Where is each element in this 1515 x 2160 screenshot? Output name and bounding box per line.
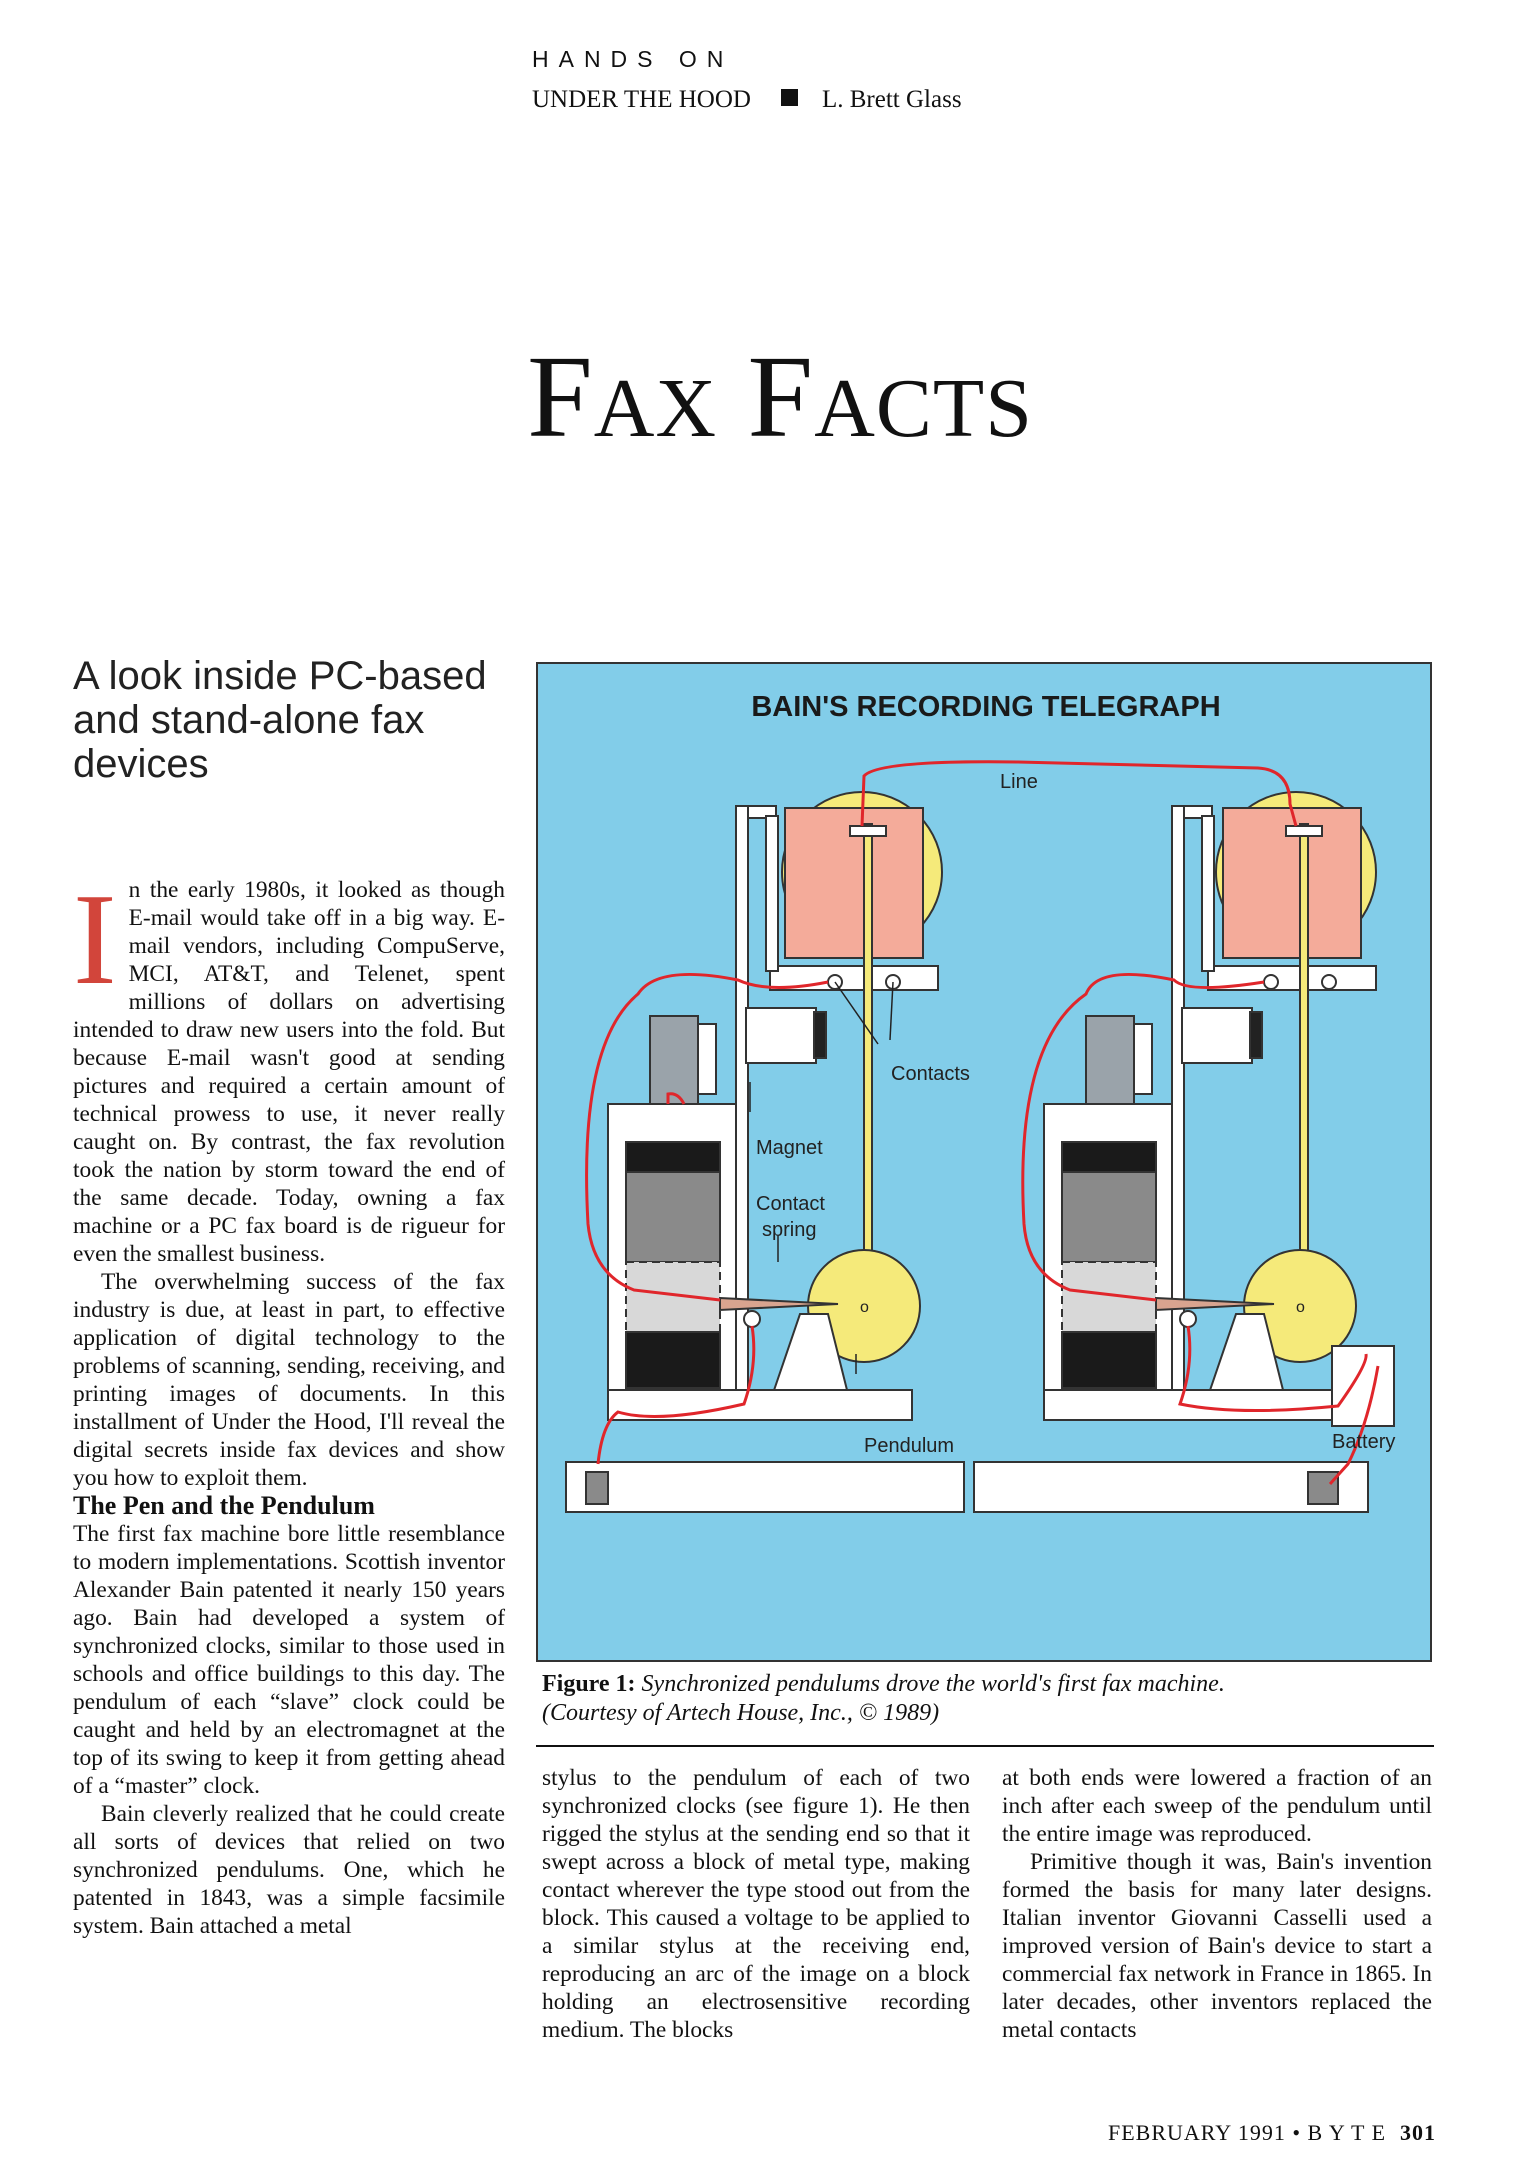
label-line: Line (1000, 771, 1038, 793)
figure-1 (536, 662, 1432, 1662)
label-contacts: Contacts (891, 1063, 970, 1085)
subhead: The Pen and the Pendulum (73, 1491, 375, 1520)
section-kicker: HANDS ON (532, 46, 734, 72)
article-deck: A look inside PC-based and stand-alone fax devices (73, 654, 487, 786)
battery (1332, 1346, 1394, 1426)
electromagnet (746, 1008, 816, 1063)
body-column-middle (542, 1764, 970, 2044)
body-paragraph: The first fax machine bore little resemblance to modern implementations. Scottish inventor Alexander Bain patented it nearly 150 years ago. Bain had developed a system of synchronized clocks, similar to those used in schools and office buildings to this day. The pendulum of each “slave” clock could be caught and held by an electromagnet at the top of its swing to keep it from getting ahead of a “master” clock. (73, 1521, 505, 1799)
drop-cap: I (73, 867, 117, 1012)
ground-terminal (586, 1472, 608, 1504)
label-pendulum: Pendulum (864, 1435, 955, 1457)
type-block (626, 1172, 720, 1262)
intro-paragraph: In the early 1980s, it looked as though E-mail would take off in a big way. E-mail vendors, including CompuServe, MCI, AT&T, and Telenet, spent millions of dollars on advertising intended to draw new users into the fold. But because E-mail wasn't good at sending pictures and required a certain amount of technical prowess to use, it never really caught on. By contrast, the fax revolution took the nation by storm toward the end of the same decade. Today, owning a fax machine or a PC fax board is de rigueur for even the smallest business. (73, 867, 505, 1267)
author-name: L. Brett Glass (821, 86, 962, 113)
caption-rule (536, 1745, 1434, 1747)
body-column-left (73, 867, 505, 1940)
pivot-clamp (850, 826, 886, 836)
body-column-right (1002, 1764, 1432, 2044)
caption-label: Figure 1: (542, 1671, 636, 1697)
label-contact-spring: Contact (756, 1193, 825, 1215)
label-battery: Battery (1332, 1431, 1396, 1453)
body-paragraph: Bain cleverly realized that he could create all sorts of devices that relied on two synchronized pendulums. One, which he patented in 1843, was a simple facsimile system. Bain attached a metal (73, 1801, 505, 1939)
body-paragraph: The overwhelming success of the fax industry is due, at least in part, to effective application of digital technology to the problems of scanning, sending, receiving, and printing images of documents. In this installment of Under the Hood, I'll reveal the digital secrets inside fax devices and show you how to exploit them. (73, 1269, 505, 1491)
label-magnet: Magnet (756, 1137, 823, 1159)
caption-credit: (Courtesy of Artech House, Inc., © 1989) (542, 1700, 940, 1726)
square-bullet-icon (781, 89, 798, 106)
page-number: 301 (1400, 2120, 1437, 2145)
pendulum-rod (864, 824, 872, 1254)
figure-title: BAIN'S RECORDING TELEGRAPH (751, 691, 1221, 723)
column-name: UNDER THE HOOD (532, 86, 751, 113)
pivot-mark: o (1296, 1299, 1305, 1316)
body-paragraph: stylus to the pendulum of each of two synchronized clocks (see figure 1). He then rigged the stylus at the sending end so that it swept across a block of metal type, making contact wherever the type stood out from the block. This caused a voltage to be applied to a similar stylus at the receiving end, reproducing an arc of the image on a block holding an electrosensitive recording medium. The blocks (542, 1765, 970, 2043)
issue-line: FEBRUARY 1991 • B Y T E (1108, 2120, 1387, 2145)
figure-caption (542, 1670, 1442, 1728)
body-paragraph: at both ends were lowered a fraction of an inch after each sweep of the pendulum until the entire image was reproduced. (1002, 1765, 1432, 1847)
telegraph-diagram (538, 664, 1434, 1664)
pivot-mark: o (860, 1299, 869, 1316)
caption-text: Synchronized pendulums drove the world's first fax machine. (641, 1671, 1225, 1697)
column-byline (532, 86, 962, 114)
body-paragraph: Primitive though it was, Bain's invention formed the basis for many later designs. Italian inventor Giovanni Casselli used a improved version of Bain's device to start a commercial fax network in France in 1865. In later decades, other inventors replaced the metal contacts (1002, 1849, 1432, 2043)
ground-plate (566, 1462, 964, 1512)
page-footer (1108, 2120, 1436, 2146)
article-title: FAX FACTS (527, 331, 1033, 462)
label-contact-spring: spring (762, 1219, 817, 1241)
